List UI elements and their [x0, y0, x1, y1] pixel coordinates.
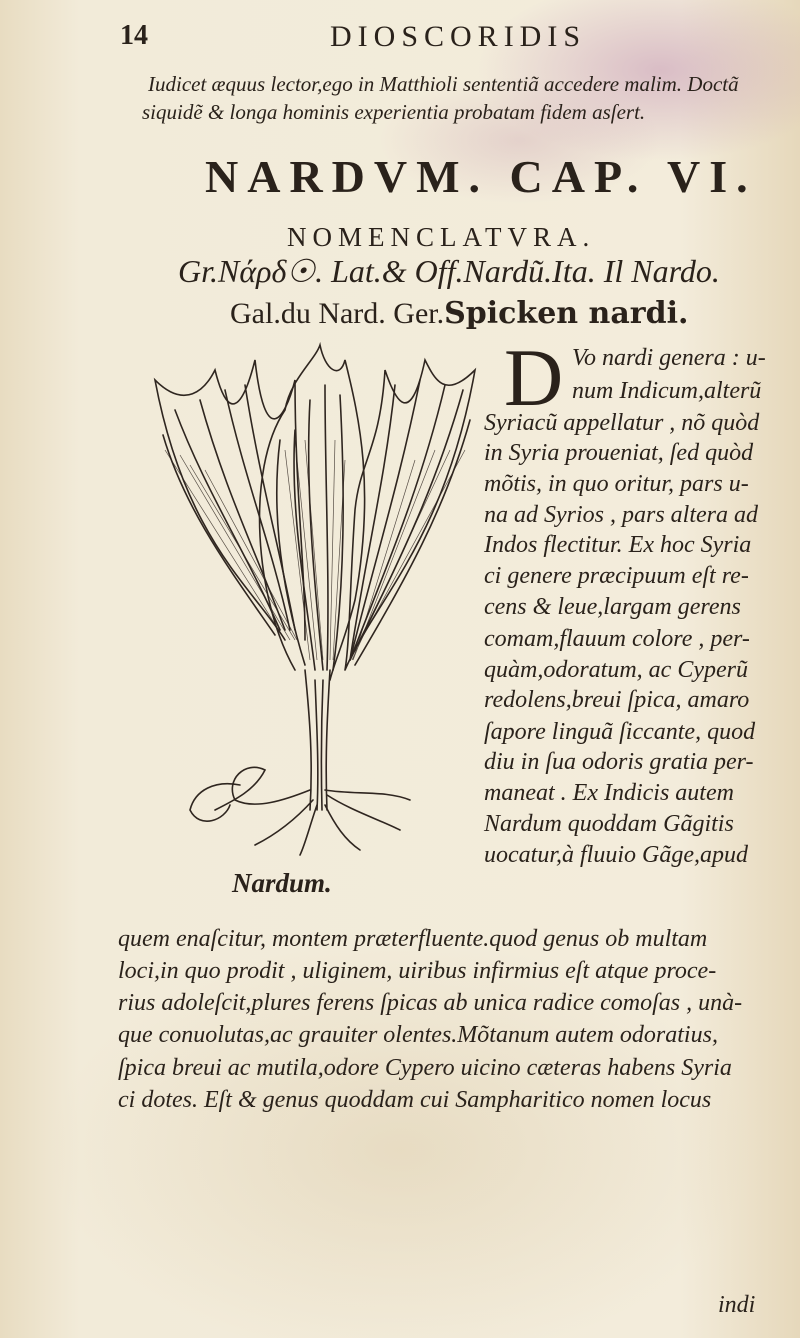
column-line: redolens,breui ſpica, amaro: [484, 687, 750, 713]
column-line: maneat . Ex Indicis autem: [484, 780, 734, 806]
nomenclatura-german-name: Spicken nardi.: [444, 296, 689, 331]
full-width-line: loci,in quo prodit , uliginem, uiribus infirmius eſt atque proce-: [118, 958, 717, 984]
running-title: DIOSCORIDIS: [330, 20, 587, 53]
column-line: uocatur,à fluuio Gãge,apud: [484, 842, 748, 868]
full-width-line: rius adoleſcit,plures ferens ſpicas ab unica radice comoſas , unà-: [118, 990, 743, 1016]
figure-caption: Nardum.: [232, 868, 332, 898]
full-width-line: quem enaſcitur, montem præterfluente.quod genus ob multam: [118, 926, 708, 952]
column-line: in Syria proueniat, ſed quòd: [484, 440, 754, 466]
column-line: diu in ſua odoris gratia per-: [484, 749, 754, 775]
full-width-line: ſpica breui ac mutila,odore Cypero uicino cæteras habens Syria: [118, 1055, 732, 1081]
column-line: Nardum quoddam Gãgitis: [484, 811, 734, 837]
drop-cap: D: [504, 332, 564, 423]
intro-line-1: Iudicet æquus lector,ego in Matthioli sententiã accedere malim. Doctã: [148, 72, 739, 96]
column-line: na ad Syrios , pars altera ad: [484, 502, 759, 528]
full-width-line: ci dotes. Eſt & genus quoddam cui Sampharitico nomen locus: [118, 1087, 712, 1113]
column-line: comam,flauum colore , per-: [484, 626, 750, 652]
column-line: num Indicum,alterũ: [572, 378, 762, 404]
column-line: Syriacũ appellatur , nõ quòd: [484, 410, 760, 436]
column-line: quàm,odoratum, ac Cyperũ: [484, 657, 748, 683]
nomenclatura-line-2: [230, 296, 688, 331]
column-line: ci genere præcipuum eſt re-: [484, 563, 749, 589]
column-line: Vo nardi genera : u-: [572, 345, 766, 371]
nomenclatura-heading: NOMENCLATVRA.: [287, 222, 596, 252]
nomenclatura-line-1: Gr.Νάρδ☉. Lat.& Off.Nardũ.Ita. Il Nardo.: [178, 253, 720, 289]
full-width-line: que conuolutas,ac grauiter olentes.Mõtanum autem odoratius,: [118, 1022, 718, 1048]
column-line: ſapore linguã ſiccante, quod: [484, 719, 756, 745]
nardum-woodcut-illustration: [145, 340, 485, 860]
page-number: 14: [120, 20, 148, 51]
catchword: indi: [718, 1292, 756, 1318]
nomenclatura-line-2-prefix: Gal.du Nard. Ger.: [230, 297, 445, 330]
chapter-title: NARDVM. CAP. VI.: [205, 151, 757, 202]
column-line: cens & leue,largam gerens: [484, 594, 741, 620]
column-line: mõtis, in quo oritur, pars u-: [484, 471, 749, 497]
column-line: Indos flectitur. Ex hoc Syria: [484, 532, 752, 558]
intro-line-2: siquidẽ & longa hominis experientia probatam fidem asſert.: [142, 100, 646, 124]
